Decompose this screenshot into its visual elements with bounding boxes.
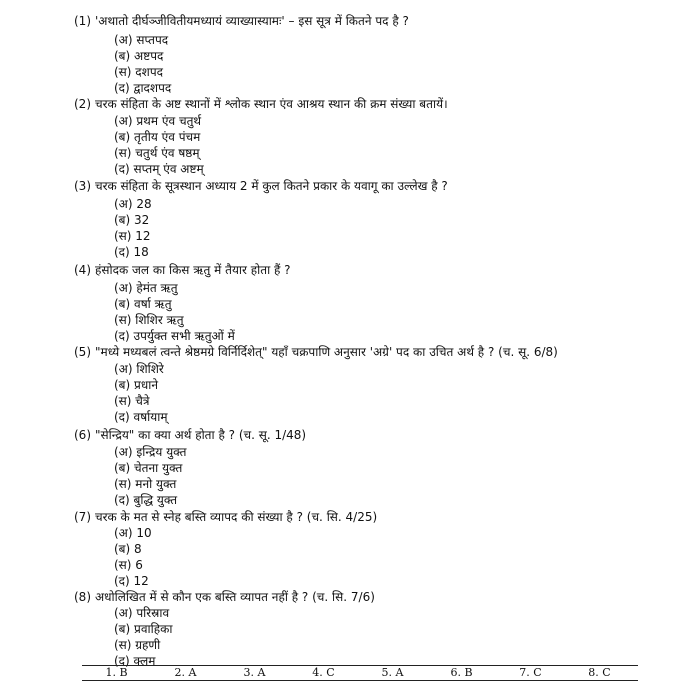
question-number: (2) bbox=[74, 97, 91, 111]
option-a: (अ) 10 bbox=[114, 526, 152, 540]
option-b: (ब) वर्षा ऋतु bbox=[114, 297, 172, 311]
answer-key-item: 2. A bbox=[174, 666, 197, 679]
question-number: (8) bbox=[74, 590, 91, 604]
question-number: (6) bbox=[74, 428, 91, 442]
option-c: (स) चतुर्थ एंव षष्ठम् bbox=[114, 146, 200, 160]
option-c: (स) चैत्रे bbox=[114, 394, 150, 408]
option-b: (ब) प्रधाने bbox=[114, 378, 159, 392]
answer-key-item: 8. C bbox=[588, 666, 611, 679]
option-c: (स) दशपद bbox=[114, 65, 164, 79]
question-2 bbox=[74, 96, 674, 112]
answer-key-item: 6. B bbox=[450, 666, 473, 679]
option-a: (अ) 28 bbox=[114, 197, 152, 211]
option-b: (ब) 32 bbox=[114, 213, 150, 227]
question-text: चरक के मत से स्नेह बस्ति व्यापद की संख्या है ? (च. सि. 4/25) bbox=[95, 510, 378, 524]
option-a: (अ) सप्तपद bbox=[114, 33, 169, 47]
option-a: (अ) प्रथम एंव चतुर्थ bbox=[114, 114, 202, 128]
question-number: (5) bbox=[74, 345, 91, 359]
question-number: (1) bbox=[74, 14, 91, 28]
question-text: 'अथातो दीर्घञ्जीवितीयमध्यायं व्याख्यास्यामः' – इस सूत्र में कितने पद है ? bbox=[95, 14, 409, 28]
option-d: (द) वर्षायाम् bbox=[114, 410, 168, 424]
answer-key-item: 5. A bbox=[381, 666, 404, 679]
option-b: (ब) अष्टपद bbox=[114, 49, 164, 63]
option-a: (अ) इन्द्रिय युक्त bbox=[114, 445, 187, 459]
answer-key-item: 4. C bbox=[312, 666, 335, 679]
option-b: (ब) तृतीय एंव पंचम bbox=[114, 130, 201, 144]
option-a: (अ) हेमंत ऋतु bbox=[114, 281, 178, 295]
option-b: (ब) चेतना युक्त bbox=[114, 461, 183, 475]
option-c: (स) ग्रहणी bbox=[114, 638, 161, 652]
option-c: (स) 12 bbox=[114, 229, 151, 243]
answer-key bbox=[82, 666, 638, 680]
question-number: (4) bbox=[74, 263, 91, 277]
question-8 bbox=[74, 589, 674, 605]
question-4 bbox=[74, 262, 674, 278]
option-b: (ब) 8 bbox=[114, 542, 142, 556]
option-d: (द) बुद्धि युक्त bbox=[114, 493, 178, 507]
option-a: (अ) शिशिरे bbox=[114, 362, 164, 376]
option-b: (ब) प्रवाहिका bbox=[114, 622, 173, 636]
answer-key-item: 7. C bbox=[519, 666, 542, 679]
answer-key-item: 1. B bbox=[105, 666, 128, 679]
option-c: (स) मनो युक्त bbox=[114, 477, 177, 491]
question-number: (7) bbox=[74, 510, 91, 524]
question-3 bbox=[74, 178, 674, 194]
question-text: "सेन्द्रिय" का क्या अर्थ होता है ? (च. सू. 1/48) bbox=[95, 428, 307, 442]
question-text: "मध्ये मध्यबलं त्वन्ते श्रेष्ठमग्रे विर्निर्दिशेत्" यहाँ चक्रपाणि अनुसार 'अग्रे' पद का उचित अर्थ है ? (च. सू. 6/8) bbox=[95, 345, 558, 359]
option-a: (अ) परिस्राव bbox=[114, 606, 170, 620]
question-number: (3) bbox=[74, 179, 91, 193]
question-text: अधोलिखित में से कौन एक बस्ति व्यापत नहीं है ? (च. सि. 7/6) bbox=[95, 590, 375, 604]
option-d: (द) 12 bbox=[114, 574, 149, 588]
option-d: (द) द्वादशपद bbox=[114, 81, 172, 95]
answer-key-item: 3. A bbox=[243, 666, 266, 679]
option-d: (द) क्लम bbox=[114, 654, 156, 668]
question-text: हंसोदक जल का किस ऋतु में तैयार होता हैं ? bbox=[95, 263, 291, 277]
option-c: (स) 6 bbox=[114, 558, 143, 572]
question-5 bbox=[74, 344, 674, 360]
question-6 bbox=[74, 427, 674, 443]
question-7 bbox=[74, 509, 674, 525]
option-c: (स) शिशिर ऋतु bbox=[114, 313, 184, 327]
option-d: (द) 18 bbox=[114, 245, 149, 259]
option-d: (द) सप्तम् एंव अष्टम् bbox=[114, 162, 204, 176]
question-text: चरक संहिता के अष्ट स्थानों में श्लोक स्थान एंव आश्रय स्थान की क्रम संख्या बतायें। bbox=[95, 97, 448, 111]
question-1 bbox=[74, 13, 674, 29]
option-d: (द) उपर्युक्त सभी ऋतुओं में bbox=[114, 329, 235, 343]
answer-key-bottom-rule bbox=[82, 680, 638, 681]
question-text: चरक संहिता के सूत्रस्थान अध्याय 2 में कुल कितने प्रकार के यवागू का उल्लेख है ? bbox=[95, 179, 448, 193]
